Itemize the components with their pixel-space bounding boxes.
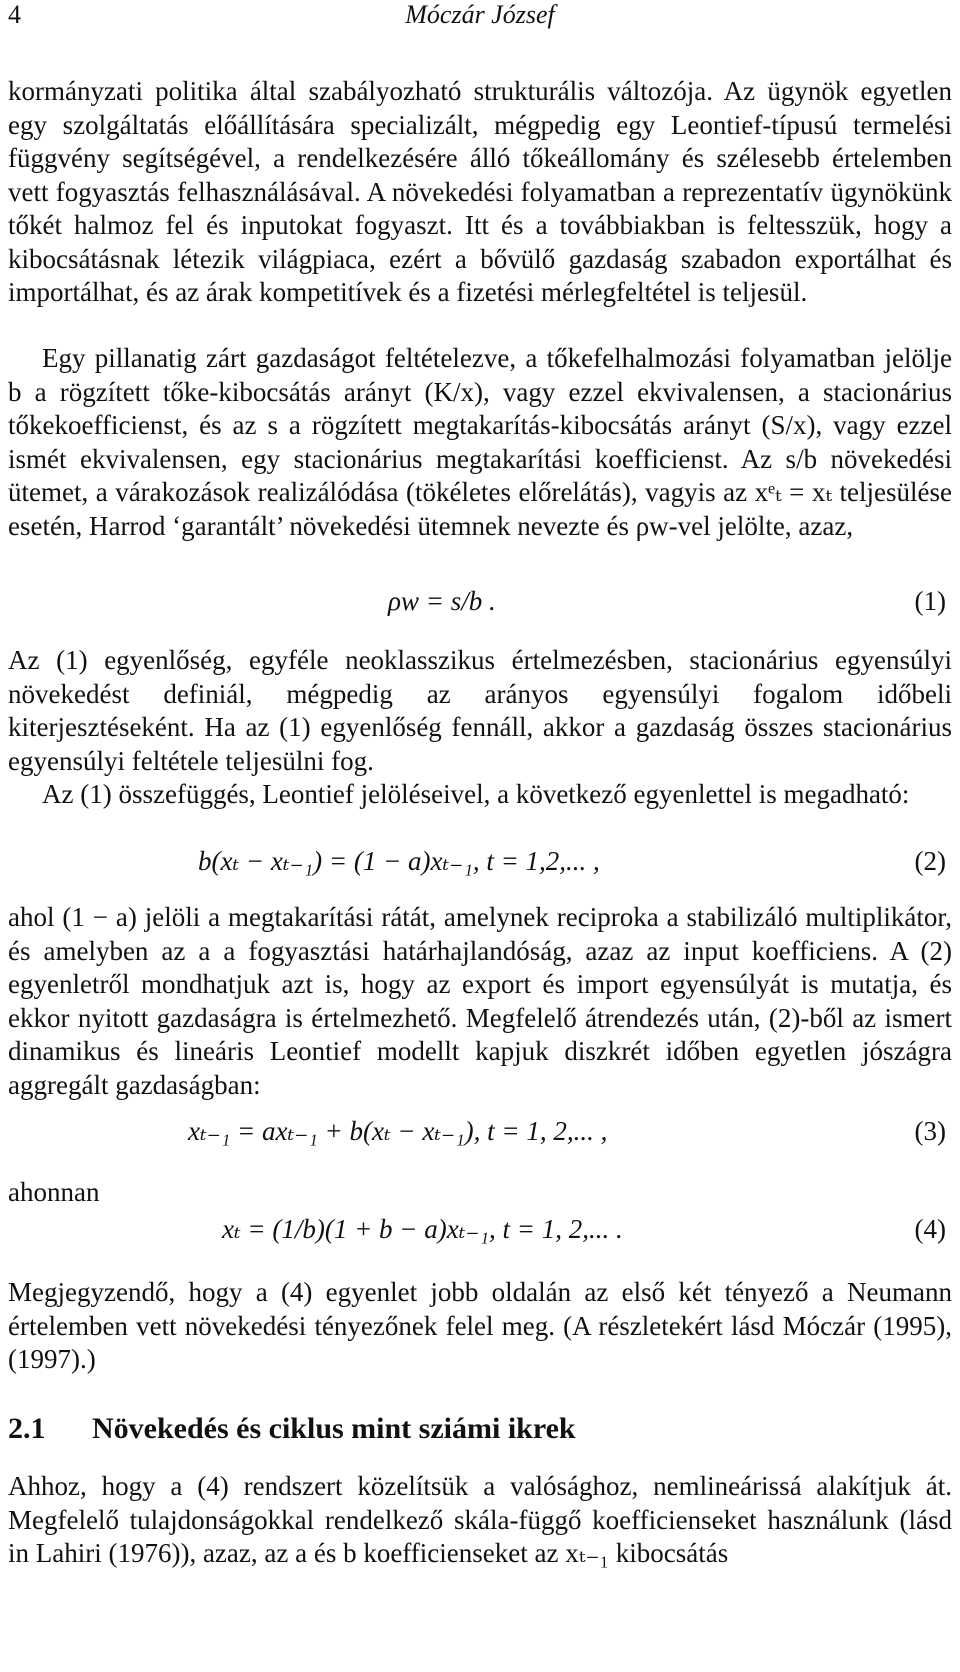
running-head: Móczár József [405,0,555,29]
paragraph-7: Ahhoz, hogy a (4) rendszert közelítsük a valósághoz, nemlineárissá alakítjuk át. Megfelelő tulajdonságokkal rendelkező skála-függő koefficienseket használunk (lásd in Lahiri (1976)), azaz, az a és b koefficienseket az xₜ₋₁ kibocsátás [8,1471,952,1568]
equation-2-body: b(xₜ − xₜ₋₁) = (1 − a)xₜ₋₁, t = 1,2,... , [198,846,600,876]
paragraph-2: Egy pillanatig zárt gazdaságot feltételezve, a tőkefelhalmozási folyamatban jelölje b a rögzített tőke-kibocsátás arányt (K/x), vagy ezzel ekvivalensen, a stacionárius tőkekoefficienst, és az s a rögzített megtakarítás-kibocsátás arányt (S/x), vagy ezzel ismét ekvivalensen, egy stacionárius megtakarítási koefficienst. Az s/b növekedési ütemet, a várakozások realizálódása (tökéletes előrelátás), vagyis az xᵉₜ = xₜ teljesülése esetén, Harrod ‘garantált’ növekedési ütemnek nevezte és ρw-vel jelölte, azaz, [8,343,952,541]
equation-3-body: xₜ₋₁ = axₜ₋₁ + b(xₜ − xₜ₋₁), t = 1, 2,... , [188,1116,608,1146]
paragraph-1: kormányzati politika által szabályozható strukturális változója. Az ügynök egyetlen egy szolgáltatás előállítására specializált, mégpedig egy Leontief-típusú termelési függvény segítségével, a rendelkezésére álló tőkeállomány és szélesebb értelemben vett fogyasztás felhasználásával. A növekedési folyamatban a reprezentatív ügynökünk tőkét halmoz fel és inputokat fogyaszt. Itt és a továbbiakban is feltesszük, hogy a kibocsátásnak létezik világpiaca, ezért a bővülő gazdaság szabadon exportálhat és importálhat, és az árak kompetitívek és a fizetési mérlegfeltétel is teljesül. [8,76,952,307]
equation-2 [0,846,960,886]
equation-1 [0,586,960,626]
section-heading [8,1412,576,1446]
paragraph-4: Az (1) összefüggés, Leontief jelöléseivel, a következő egyenlettel is megadható: [42,779,910,809]
connective-text: ahonnan [8,1177,100,1207]
section-number: 2.1 [8,1412,46,1445]
paragraph-3: Az (1) egyenlőség, egyféle neoklasszikus értelmezésben, stacionárius egyensúlyi növekedést definiál, mégpedig az arányos egyensúlyi fogalom időbeli kiterjesztéseként. Ha az (1) egyenlőség fennáll, akkor a gazdaság összes stacionárius egyensúlyi feltétele teljesülni fog. [8,645,952,776]
equation-3-number: (3) [914,1116,946,1146]
equation-3 [0,1116,960,1156]
equation-4-number: (4) [914,1214,946,1244]
equation-1-number: (1) [914,586,946,616]
equation-2-number: (2) [914,846,946,876]
equation-1-body: ρw = s/b . [388,586,496,616]
equation-4 [0,1214,960,1254]
page-header [0,0,960,30]
paragraph-5: ahol (1 − a) jelöli a megtakarítási rátát, amelynek reciproka a stabilizáló multiplikátor, és amelyben az a a fogyasztási határhajlandóság, azaz az input koefficiens. A (2) egyenletről mondhatjuk azt is, hogy az export és import egyensúlyát is mutatja, és ekkor nyitott gazdaságra is értelmezhető. Megfelelő átrendezés után, (2)-ből az ismert dinamikus és lineáris Leontief modellt kapjuk diszkrét időben egyetlen jószágra aggregált gazdaságban: [8,902,952,1100]
page-number: 4 [8,0,21,29]
equation-4-body: xₜ = (1/b)(1 + b − a)xₜ₋₁, t = 1, 2,... . [222,1214,623,1244]
section-title-text: Növekedés és ciklus mint sziámi ikrek [92,1412,576,1445]
paragraph-6: Megjegyzendő, hogy a (4) egyenlet jobb oldalán az első két tényező a Neumann értelemben vett növekedési tényezőnek felel meg. (A részletekért lásd Móczár (1995), (1997).) [8,1277,952,1374]
